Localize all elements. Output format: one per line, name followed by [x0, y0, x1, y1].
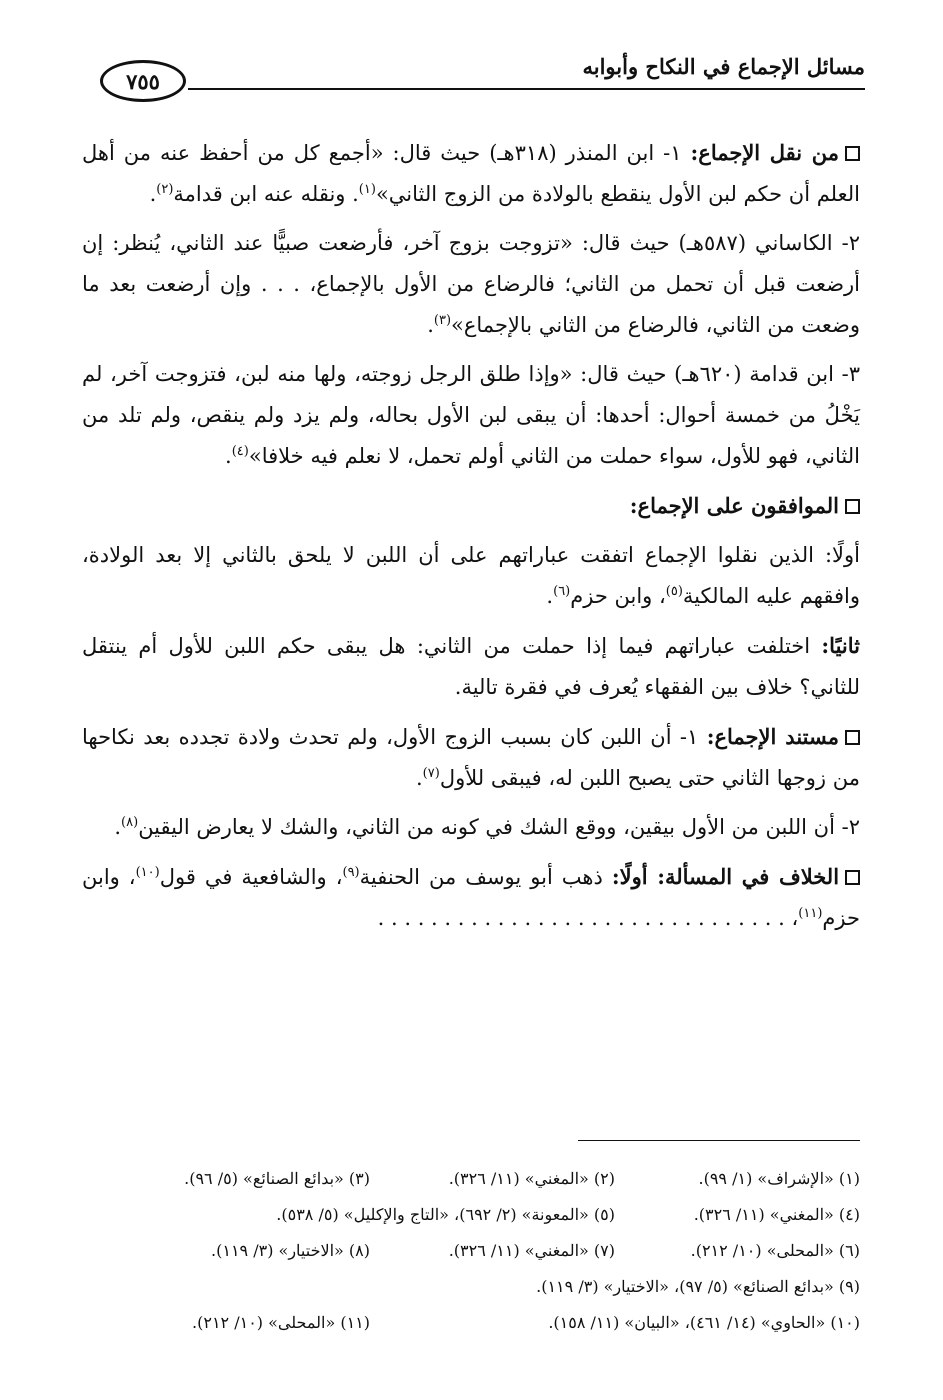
- square-bullet-icon: [845, 499, 860, 514]
- paragraph-agreeing-heading: [82, 485, 860, 527]
- footnote-ref[interactable]: (٩): [342, 865, 360, 880]
- main-text: [82, 132, 860, 947]
- page-number: ٧٥٥: [100, 60, 186, 102]
- paragraph-transmitters: من نقل الإجماع: ١- ابن المنذر (٣١٨هـ) حيث قال: «أجمع كل من أحفظ عنه من أهل العلم أن حكم لبن الأول ينقطع بالولادة من الزوج الثاني»$^{(١)}$. ونقله عنه ابن قدامة$^{(٢)}$.: [82, 140, 860, 206]
- footnote-row: [82, 1196, 860, 1232]
- section-heading: الخلاف في المسألة:: [657, 864, 840, 889]
- paragraph-first: أولًا: الذين نقلوا الإجماع اتفقت عباراتهم على أن اللبن لا يلحق بالثاني إلا بعد الولادة، وافقهم عليه المالكية$^{(٥)}$، وابن حزم$^{(٦)}$.: [82, 543, 860, 608]
- square-bullet-icon: [845, 730, 860, 745]
- footnotes: [82, 1160, 860, 1340]
- paragraph-disagreement: الخلاف في المسألة: أولًا: ذهب أبو يوسف من الحنفية$^{(٩)}$، والشافعية في قول$^{(١٠)}$، وابن حزم$^{(١١)}$، . . . . . . . . . . . . . . . . . . . . . . . . . . . . . . .: [82, 864, 860, 930]
- footnote-3: (٣) «بدائع الصنائع» (٥/ ٩٦).: [184, 1168, 370, 1188]
- footnote-ref[interactable]: (٨): [121, 815, 139, 830]
- footnote-10: (١٠) «الحاوي» (١٤/ ٤٦١)، «البيان» (١١/ ١٥٨).: [548, 1312, 860, 1332]
- footnote-ref[interactable]: (٤): [231, 444, 249, 459]
- footnote-ref[interactable]: (٣): [433, 313, 452, 328]
- section-heading: من نقل الإجماع:: [690, 140, 839, 165]
- header-rule: [188, 88, 865, 90]
- paragraph-certainty: ٢- أن اللبن من الأول بيقين، ووقع الشك في كونه من الثاني، والشك لا يعارض اليقين$^{(٨)}$.: [114, 815, 860, 839]
- running-title: مسائل الإجماع في النكاح وأبوابه: [582, 54, 865, 79]
- footnote-7: (٧) «المغني» (١١/ ٣٢٦).: [448, 1240, 615, 1260]
- footnote-11: (١١) «المحلى» (١٠/ ٢١٢).: [192, 1312, 370, 1332]
- footnote-ref[interactable]: (٦): [553, 584, 571, 599]
- footnote-4: (٤) «المغني» (١١/ ٣٢٦).: [693, 1204, 860, 1224]
- square-bullet-icon: [845, 870, 860, 885]
- footnote-1: (١) «الإشراف» (١/ ٩٩).: [698, 1168, 860, 1188]
- section-heading: ثانيًا:: [821, 633, 860, 658]
- footnote-ref[interactable]: (١): [358, 182, 376, 197]
- footnote-row: [82, 1160, 860, 1196]
- footnote-ref[interactable]: (١١): [798, 906, 823, 921]
- section-heading: مستند الإجماع:: [706, 724, 839, 749]
- page-header: [100, 44, 865, 104]
- footnote-ref[interactable]: (٢): [156, 182, 174, 197]
- footnote-row: [82, 1304, 860, 1340]
- paragraph-second: ثانيًا: اختلفت عباراتهم فيما إذا حملت من الثاني: هل يبقى حكم اللبن للأول أم ينتقل للثاني؟ خلاف بين الفقهاء يُعرف في فقرة تالية.: [82, 633, 860, 699]
- footnote-6: (٦) «المحلى» (١٠/ ٢١٢).: [690, 1240, 860, 1260]
- paragraph-ibn-qudama: ٣- ابن قدامة (٦٢٠هـ) حيث قال: «وإذا طلق الرجل زوجته، ولها منه لبن، فتزوجت آخر، لم يَخْلُ من خمسة أحوال: أحدها: أن يبقى لبن الأول بحاله، ولم يزد ولم ينقص، ولم تلد من الثاني، فهو للأول، سواء حملت من الثاني أولم تحمل، لا نعلم فيه خلافا»$^{(٤)}$.: [82, 362, 860, 468]
- section-heading: الموافقون على الإجماع:: [629, 493, 839, 518]
- footnote-ref[interactable]: (٧): [422, 766, 440, 781]
- footnote-ref[interactable]: (٥): [665, 584, 683, 599]
- footnote-2: (٢) «المغني» (١١/ ٣٢٦).: [448, 1168, 615, 1188]
- footnote-ref[interactable]: (١٠): [135, 865, 160, 880]
- footnote-row: [82, 1232, 860, 1268]
- footnote-row: [82, 1268, 860, 1304]
- paragraph-kasani: ٢- الكاساني (٥٨٧هـ) حيث قال: «تزوجت بزوج آخر، فأرضعت صبيًّا عند الثاني، يُنظر: إن أرضعت قبل أن تحمل من الثاني؛ فالرضاع من الأول بالإجماع، . . . وإن أرضعت بعد ما وضعت من الثاني، فالرضاع من الثاني بالإجماع»$^{(٣)}$.: [82, 231, 860, 337]
- paragraph-basis: مستند الإجماع: ١- أن اللبن كان بسبب الزوج الأول، ولم تحدث ولادة تجدده بعد نكاحها من زوجها الثاني حتى يصبح اللبن له، فيبقى للأول$^{(٧)}$.: [82, 724, 860, 790]
- footnote-5: (٥) «المعونة» (٢/ ٦٩٢)، «التاج والإكليل» (٥/ ٥٣٨).: [276, 1204, 615, 1224]
- footnote-9: (٩) «بدائع الصنائع» (٥/ ٩٧)، «الاختيار» (٣/ ١١٩).: [536, 1276, 860, 1296]
- square-bullet-icon: [845, 146, 860, 161]
- footnote-separator: [578, 1140, 860, 1141]
- footnote-8: (٨) «الاختيار» (٣/ ١١٩).: [211, 1240, 370, 1260]
